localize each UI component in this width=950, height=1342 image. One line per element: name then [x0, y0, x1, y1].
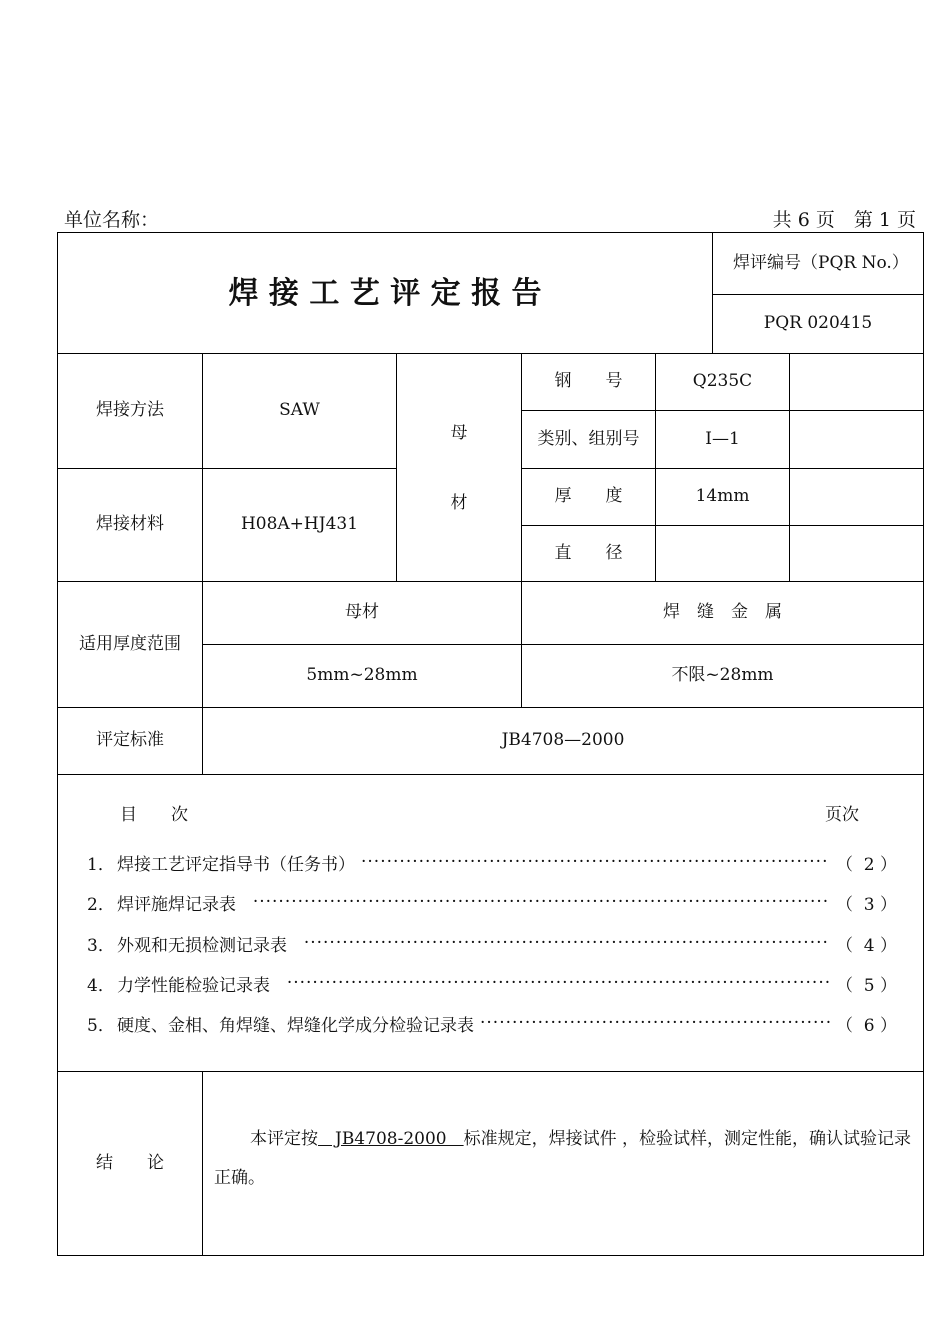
toc-item-number: 1． [87, 854, 115, 875]
toc-item-number: 2． [87, 894, 115, 915]
weld-metal-range-value: 不限~28mm [671, 665, 774, 686]
toc-leader-dots [287, 973, 830, 993]
pqr-number-label: 焊评编号（PQR No.） [733, 252, 909, 273]
conclusion-suffix: 标准规定，焊接试件 ，检验试样，测定性能，确认试验记录正确。 [214, 1129, 911, 1188]
conclusion-prefix: 本评定按 [250, 1129, 318, 1149]
diameter-label: 直 径 [554, 542, 623, 563]
conclusion-text [214, 1120, 914, 1198]
toc-item-page: （ 2 ） [835, 854, 897, 875]
toc-item-page: （ 5 ） [835, 975, 897, 996]
toc-leader-dots [253, 892, 830, 912]
toc-item-page: （ 6 ） [835, 1015, 897, 1036]
toc-page-header: 页次 [825, 805, 859, 825]
conclusion-standard: JB4708-2000 [318, 1129, 464, 1149]
toc-item [87, 1010, 897, 1036]
toc-item-number: 5． [87, 1015, 115, 1036]
category-group-value: I—1 [705, 428, 740, 449]
toc-item-text: 焊接工艺评定指导书（任务书） [117, 854, 355, 875]
toc-item-number: 4． [87, 975, 115, 996]
toc-leader-dots [480, 1013, 830, 1033]
welding-material-value: H08A+HJ431 [240, 514, 359, 535]
toc-item-number: 3． [87, 935, 115, 956]
toc-leader-dots [304, 933, 830, 953]
toc-item [87, 930, 897, 956]
standard-label: 评定标准 [96, 730, 164, 751]
toc-item [87, 889, 897, 915]
steel-grade-label: 钢 号 [554, 371, 623, 392]
toc-item-text: 力学性能检验记录表 [117, 975, 281, 996]
thickness-value: 14mm [695, 486, 750, 507]
toc-item [87, 849, 897, 875]
toc-item-text: 焊评施焊记录表 [117, 894, 247, 915]
base-metal-range-value: 5mm~28mm [306, 665, 418, 686]
standard-value: JB4708—2000 [501, 730, 625, 751]
unit-name-label: 单位名称： [64, 209, 160, 231]
diameter-value [656, 526, 789, 581]
thickness-label: 厚 度 [554, 486, 623, 507]
toc-item [87, 970, 897, 996]
toc-item-page: （ 3 ） [835, 894, 897, 915]
report-title: 焊 接 工 艺 评 定 报 告 [228, 275, 542, 311]
category-group-extra [790, 411, 923, 468]
toc-item-page: （ 4 ） [835, 935, 897, 956]
welding-method-label: 焊接方法 [96, 400, 164, 421]
welding-material-label: 焊接材料 [96, 514, 164, 535]
pqr-number-value: PQR 020415 [763, 313, 873, 334]
steel-grade-extra [790, 354, 923, 410]
toc-leader-dots [361, 852, 830, 872]
toc-header: 目 次 [120, 805, 188, 825]
base-metal-label-bottom: 材 [450, 493, 468, 514]
base-metal-label-top: 母 [450, 423, 468, 444]
category-group-label: 类别、组别号 [537, 428, 640, 449]
base-metal-range-header: 母材 [345, 602, 379, 623]
thickness-range-label: 适用厚度范围 [79, 633, 181, 654]
welding-method-value: SAW [279, 400, 320, 421]
thickness-extra [790, 469, 923, 525]
toc-item-text: 外观和无损检测记录表 [117, 935, 298, 956]
toc-item-text: 硬度、金相、角焊缝、焊缝化学成分检验记录表 [117, 1015, 474, 1036]
page-count: 共 6 页 第 1 页 [772, 209, 916, 231]
conclusion-label: 结 论 [96, 1152, 164, 1173]
diameter-extra [790, 526, 923, 581]
steel-grade-value: Q235C [692, 371, 753, 392]
weld-metal-range-header: 焊 缝 金 属 [663, 602, 782, 623]
